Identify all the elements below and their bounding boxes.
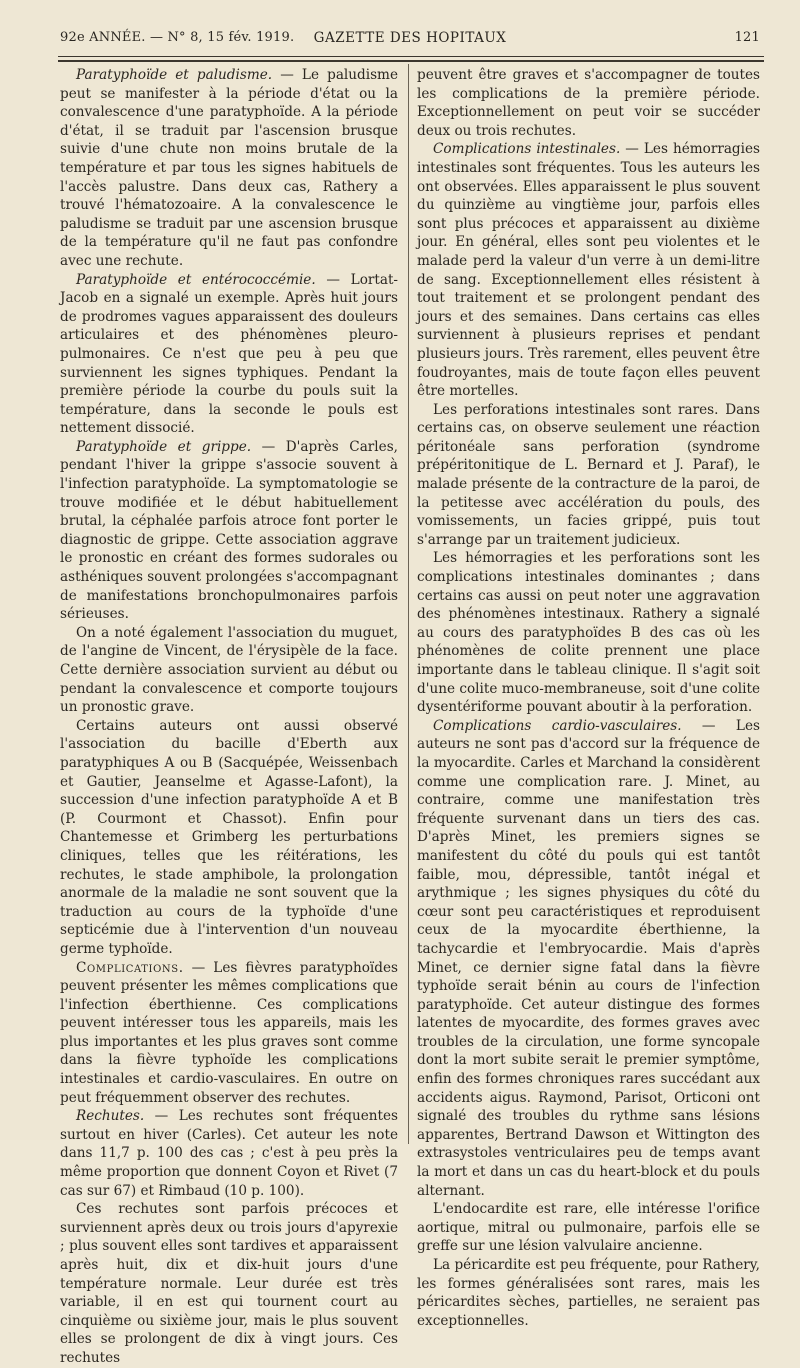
paragraph <box>60 1200 398 1367</box>
paragraph <box>60 1107 398 1200</box>
paragraph-text: Certains auteurs ont aussi observé l'association du bacille d'Eberth aux paratyphiques A ou B (Sacquépée, Weissenbach et Gautier, Jeanselme et Agasse-Lafont), la succession d'une infection paratyphoïde A et B (P. Courmont et Chassot). Enfin pour Chantemesse et Grimberg les perturbations cliniques, telles que les réitérations, les rechutes, le stade amphibole, la prolongation anormale de la maladie ne sont souvent que la traduction au cours de la typhoïde d'une septicémie due à l'intervention d'un nouveau germe typhoïde. <box>60 717 398 957</box>
paragraph <box>417 549 760 716</box>
paragraph-text: Les perforations intestinales sont rares. Dans certains cas, on observe seulement une réaction péritonéale sans perforation (syndrome prépéritonitique de L. Bernard et J. Paraf), le malade présente de la contracture de la paroi, de la petitesse avec accélération du pouls, des vomissements, un facies grippé, puis tout s'arrange par un traitement judicieux. <box>417 401 760 548</box>
paragraph-heading: Complications intestinales. <box>433 141 621 158</box>
paragraph <box>60 66 398 271</box>
paragraph-text: On a noté également l'association du muguet, de l'angine de Vincent, de l'érysipèle de la face. Cette dernière association survient au début ou pendant la convalescence et comporte toujours un pronostic grave. <box>60 624 398 716</box>
page-number: 121 <box>734 30 760 45</box>
left-column <box>60 66 398 1368</box>
paragraph-text: L'endocardite est rare, elle intéresse l'orifice aortique, mitral ou pulmonaire, parfois elle se greffe sur une lésion valvulaire ancienne. <box>417 1201 760 1255</box>
paragraph-text: — Les hémorragies intestinales sont fréquentes. Tous les auteurs les ont observées. Elles apparaissent le plus souvent du quinzième au vingtième jour, parfois elles sont plus précoces et apparaissent au dixième jour. En général, elles sont peu violentes et le malade perd la valeur d'un verre à un demi-litre de sang. Exceptionnellement elles résistent à tout traitement et se prolongent pendant des jours et des semaines. Dans certains cas elles surviennent à plusieurs reprises et pendant plusieurs jours. Très rarement, elles peuvent être foudroyantes, mais de toute façon elles peuvent être mortelles. <box>417 141 760 400</box>
paragraph-text: — Le paludisme peut se manifester à la période d'état ou la convalescence d'une paratyphoïde. A la période d'état, il se traduit par l'ascension brusque suivie d'une chute non moins brutale de la température et par tous les signes habituels de l'accès palustre. Dans deux cas, Rathery a trouvé l'hématozoaire. A la convalescence le paludisme se traduit par une ascension brusque de la température qu'il ne faut pas confondre avec une rechute. <box>60 67 398 269</box>
paragraph-heading: Rechutes. <box>76 1108 145 1125</box>
running-header <box>60 30 760 54</box>
paragraph-text: — Les auteurs ne sont pas d'accord sur la fréquence de la myocardite. Carles et Marchand la considèrent comme une complication rare. J. Minet, au contraire, comme une manifestation très fréquente survenant dans un tiers des cas. D'après Minet, les premiers signes se manifestent du côté du pouls qui est tantôt faible, mou, dépressible, tantôt inégal et arythmique ; les signes physiques du côté du cœur sont peu caractéristiques et reproduisent ceux de la myocardite éberthienne, la tachycardie et l'embryocardie. Mais d'après Minet, ce dernier signe fatal dans la fièvre typhoïde serait bénin au cours de l'infection paratyphoïde. Cet auteur distingue des formes latentes de myocardite, des formes graves avec troubles de la circulation, une forme syncopale dont la mort subite serait le premier symptôme, enfin des formes chroniques rares succédant aux accidents aigus. Raymond, Parisot, Orticoni ont signalé des troubles du rythme sans lésions apparentes, Bertrand Dawson et Wittington des extrasystoles ventriculaires peu de temps avant la mort et dans un cas du heart-block et du pouls alternant. <box>417 717 760 1199</box>
paragraph <box>417 717 760 1200</box>
paragraph-heading: Complications cardio-vasculaires. <box>433 717 682 734</box>
paragraph <box>417 66 760 140</box>
paragraph-heading: Paratyphoïde et paludisme. <box>76 67 273 83</box>
paragraph-text: — D'après Carles, pendant l'hiver la grippe s'associe souvent à l'infection paratyphoïde. La symptomatologie se trouve modifiée et le début habituellement brutal, la céphalée parfois atroce font porter le diagnostic de grippe. Cette association aggrave le pronostic en créant des formes sudorales ou asthéniques souvent prolongées s'accompagnant de manifestations bronchopulmonaires parfois sérieuses. <box>60 438 398 623</box>
issue-info: 92e ANNÉE. — N° 8, 15 fév. 1919. <box>60 30 295 45</box>
paragraph <box>417 140 760 400</box>
paragraph-text: — Les fièvres paratyphoïdes peuvent présenter les mêmes complications que l'infection éberthienne. Ces complications peuvent intéresser tous les appareils, mais les plus importantes et les plus graves sont comme dans la fièvre typhoïde les complications intestinales et cardio-vasculaires. En outre on peut fréquemment observer des rechutes. <box>60 959 398 1106</box>
paragraph <box>60 624 398 717</box>
paragraph-heading: Paratyphoïde et grippe. <box>76 438 252 455</box>
paragraph-text: Les hémorragies et les perforations sont les complications intestinales dominantes ; dans certains cas aussi on peut noter une aggravation des phénomènes intestinaux. Rathery a signalé au cours des paratyphoïdes B des cas où les phénomènes de colite prennent une place importante dans le tableau clinique. Il s'agit soit d'une colite muco-membraneuse, soit d'une colite dysentériforme pouvant aboutir à la perforation. <box>417 550 760 716</box>
paragraph-text: La péricardite est peu fréquente, pour Rathery, les formes généralisées sont rares, mais les péricardites sèches, partielles, ne seraient pas exceptionnelles. <box>417 1257 760 1329</box>
paragraph-heading: Complications. <box>76 959 184 976</box>
header-rule <box>58 56 764 57</box>
paragraph <box>417 1256 760 1330</box>
paragraph <box>60 959 398 1108</box>
paragraph <box>417 1200 760 1256</box>
paragraph-text: Ces rechutes sont parfois précoces et surviennent après deux ou trois jours d'apyrexie ; plus souvent elles sont tardives et apparaissent après huit, dix et dix-huit jours d'une température normale. Leur durée est très variable, il en est qui tournent court au cinquième ou sixième jour, mais le plus souvent elles se prolongent de dix à vingt jours. Ces rechutes <box>60 1201 398 1366</box>
paragraph <box>60 271 398 438</box>
paragraph <box>60 717 398 959</box>
header-rule-thick <box>58 60 764 62</box>
paragraph-heading: Paratyphoïde et entérococcémie. <box>76 271 316 288</box>
paragraph <box>60 438 398 624</box>
paragraph <box>417 401 760 550</box>
right-column <box>417 66 760 1330</box>
paragraph-text: — Lortat-Jacob en a signalé un exemple. Après huit jours de prodromes vagues apparaissent des douleurs articulaires et des phénomènes pleuro-pulmonaires. Ce n'est que peu à peu que surviennent les signes typhiques. Pendant la première période la courbe du pouls suit la température, dans la seconde le pouls est nettement dissocié. <box>60 271 398 437</box>
paragraph-text: peuvent être graves et s'accompagner de toutes les complications de la première période. Exceptionnellement on peut voir se succéder deux ou trois rechutes. <box>417 67 760 139</box>
journal-title: GAZETTE DES HOPITAUX <box>313 30 507 46</box>
paragraph-text: — Les rechutes sont fréquentes surtout en hiver (Carles). Cet auteur les note dans 11,7 p. 100 des cas ; c'est à peu près la même proportion que donnent Coyon et Rivet (7 cas sur 67) et Rimbaud (10 p. 100). <box>60 1108 398 1199</box>
column-divider <box>408 64 409 1144</box>
